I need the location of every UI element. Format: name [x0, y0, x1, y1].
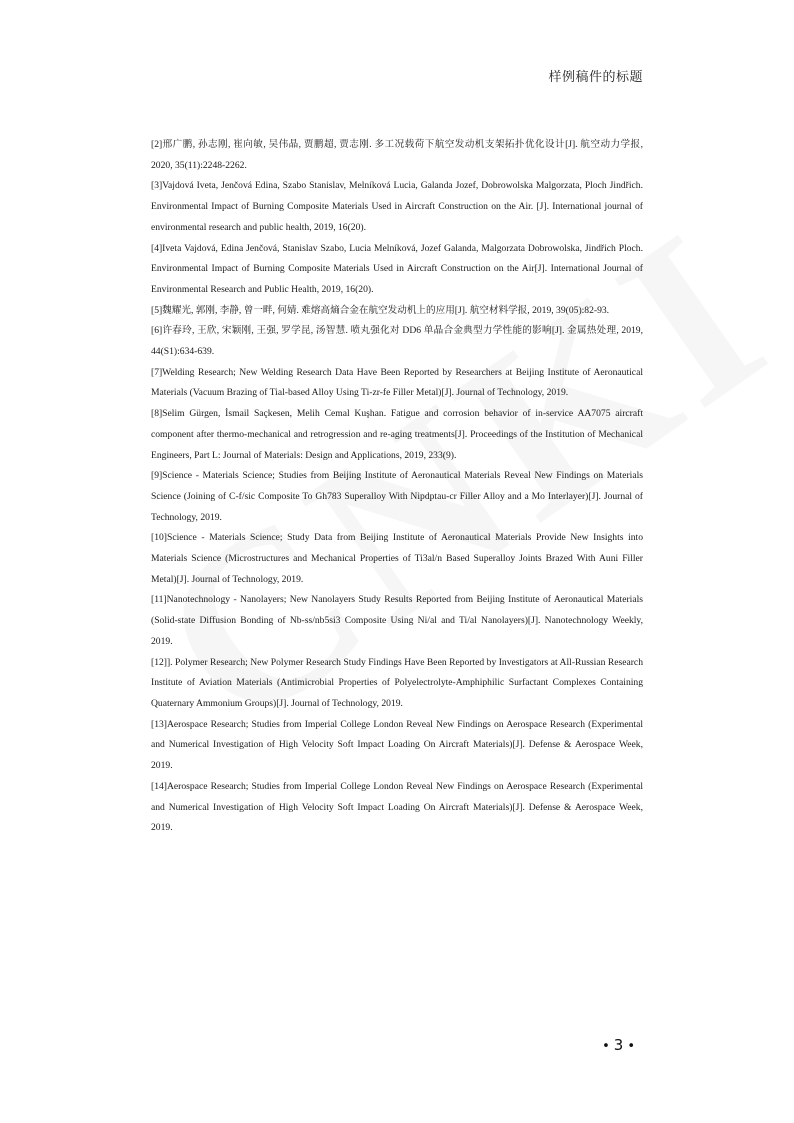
reference-item: [2]邢广鹏, 孙志刚, 崔向敏, 吴伟晶, 贾鹏超, 贾志刚. 多工况载荷下航空发动机支架拓扑优化设计[J]. 航空动力学报, 2020, 35(11):2248-2262. — [151, 139, 643, 171]
reference-item: [5]魏耀光, 郭刚, 李静, 曾一畔, 何婧. 难熔高熵合金在航空发动机上的应用[J]. 航空材料学报, 2019, 39(05):82-93. — [151, 304, 610, 316]
reference-item: [11]Nanotechnology - Nanolayers; New Nanolayers Study Results Reported from Beijing Institute of Aeronautical Materials (Solid-state Diffusion Bonding of Nb-ss/nb5si3 Composite Using Ni/al and Ti/al Nanolayers)[J]. Nanotechnology Weekly, 2019. — [151, 594, 643, 647]
bullet-right: • — [627, 1039, 635, 1054]
page-number-value: 3 — [613, 1036, 624, 1054]
reference-item: [10]Science - Materials Science; Study Data from Beijing Institute of Aeronautical Materials Provide New Insights into Materials Science (Microstructures and Mechanical Properties of Ti3al/n Based Superalloy Joints Brazed With Auni Filler Metal)[J]. Journal of Technology, 2019. — [151, 532, 643, 585]
page-number — [598, 1036, 639, 1054]
reference-item: [14]Aerospace Research; Studies from Imperial College London Reveal New Findings on Aerospace Research (Experimental and Numerical Investigation of High Velocity Soft Impact Loading On Aircraft Materials)[J]. Defense & Aerospace Week, 2019. — [151, 780, 643, 834]
reference-item: [6]许春玲, 王欣, 宋颖刚, 王强, 罗学昆, 汤智慧. 喷丸强化对 DD6 单晶合金典型力学性能的影响[J]. 金属热处理, 2019, 44(S1):634-639. — [151, 325, 643, 358]
reference-item: [13]Aerospace Research; Studies from Imperial College London Reveal New Findings on Aerospace Research (Experimental and Numerical Investigation of High Velocity Soft Impact Loading On Aircraft Materials)[J]. Defense & Aerospace Week, 2019. — [151, 718, 643, 772]
reference-item: [7]Welding Research; New Welding Research Data Have Been Reported by Researchers at Beijing Institute of Aeronautical Materials (Vacuum Brazing of Tial-based Alloy Using Ti-zr-fe Filler Metal)[J]. Journal of Technology, 2019. — [151, 366, 643, 399]
running-header-title: 样例稿件的标题 — [548, 70, 643, 85]
reference-item: [3]Vajdová Iveta, Jenčová Edina, Szabo Stanislav, Melníková Lucia, Galanda Jozef, Dobrowolska Malgorzata, Ploch Jindřich. Environmental Impact of Burning Composite Materials Used in Aircraft Construction on the Air. [J]. International journal of environmental research and public health, 2019, 16(20). — [151, 180, 643, 233]
reference-list — [151, 135, 643, 839]
reference-item: [12]]. Polymer Research; New Polymer Research Study Findings Have Been Reported by Investigators at All-Russian Research Institute of Aviation Materials (Antimicrobial Properties of Polyelectrolyte-Amphiphilic Surfactant Complexes Containing Quaternary Ammonium Groups)[J]. Journal of Technology, 2019. — [151, 656, 643, 709]
bullet-left: • — [602, 1039, 610, 1054]
reference-item: [8]Selim Gürgen, İsmail Saçkesen, Melih Cemal Kuşhan. Fatigue and corrosion behavior of in-service AA7075 aircraft component after thermo-mechanical and retrogression and re-aging treatments[J]. Proceedings of the Institution of Mechanical Engineers, Part L: Journal of Materials: Design and Applications, 2019, 233(9). — [151, 408, 643, 461]
reference-item: [9]Science - Materials Science; Studies from Beijing Institute of Aeronautical Materials Reveal New Findings on Materials Science (Joining of C-f/sic Composite To Gh783 Superalloy With Nipdptau-cr Filler Alloy and a Mo Interlayer)[J]. Journal of Technology, 2019. — [151, 470, 643, 523]
reference-item: [4]Iveta Vajdová, Edina Jenčová, Stanislav Szabo, Lucia Melníková, Jozef Galanda, Malgorzata Dobrowolska, Jindřich Ploch. Environmental Impact of Burning Composite Materials Used in Aircraft Construction on the Air[J]. International Journal of Environmental Research and Public Health, 2019, 16(20). — [151, 242, 643, 295]
